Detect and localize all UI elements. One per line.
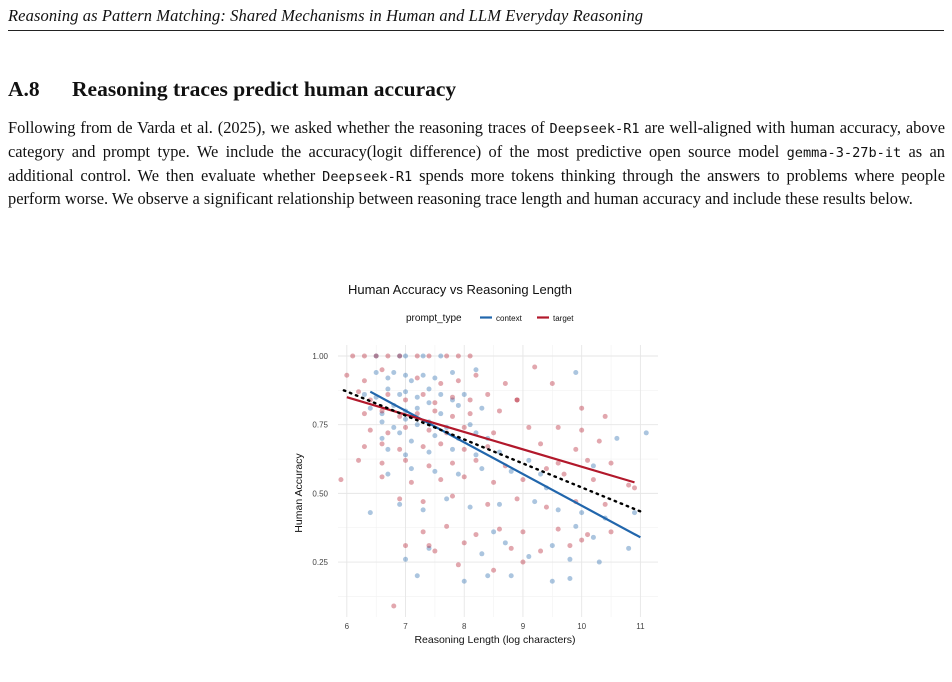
data-point-target — [362, 444, 367, 449]
data-point-target — [456, 562, 461, 567]
data-point-target — [473, 373, 478, 378]
data-point-target — [591, 477, 596, 482]
data-point-context — [473, 452, 478, 457]
data-point-context — [450, 370, 455, 375]
data-point-target — [603, 414, 608, 419]
data-point-context — [550, 543, 555, 548]
data-point-target — [380, 441, 385, 446]
data-point-target — [526, 425, 531, 430]
x-tick-label: 10 — [577, 622, 587, 631]
data-point-context — [415, 395, 420, 400]
data-point-target — [491, 430, 496, 435]
data-point-context — [403, 353, 408, 358]
legend-label-context: context — [496, 314, 522, 323]
data-point-target — [427, 428, 432, 433]
data-point-context — [526, 458, 531, 463]
data-point-target — [473, 532, 478, 537]
data-point-context — [415, 406, 420, 411]
data-point-target — [421, 499, 426, 504]
model-name: gemma-3-27b-it — [786, 144, 902, 161]
data-point-target — [491, 568, 496, 573]
data-point-context — [473, 367, 478, 372]
data-point-context — [427, 386, 432, 391]
data-point-context — [427, 400, 432, 405]
data-point-target — [432, 549, 437, 554]
data-point-target — [397, 353, 402, 358]
data-point-target — [374, 353, 379, 358]
data-point-context — [403, 373, 408, 378]
x-tick-label: 9 — [520, 622, 526, 631]
data-point-target — [503, 381, 508, 386]
data-point-target — [462, 540, 467, 545]
data-point-context — [421, 507, 426, 512]
data-point-target — [626, 483, 631, 488]
x-tick-label: 6 — [344, 622, 350, 631]
data-point-target — [415, 375, 420, 380]
data-point-context — [456, 472, 461, 477]
data-point-target — [385, 430, 390, 435]
data-point-context — [485, 573, 490, 578]
data-point-context — [479, 466, 484, 471]
paragraph-text: as an additional control. We then evaluate whether — [8, 141, 945, 185]
data-point-target — [456, 378, 461, 383]
data-point-target — [380, 474, 385, 479]
data-point-context — [403, 389, 408, 394]
data-point-target — [509, 546, 514, 551]
data-point-target — [427, 353, 432, 358]
data-point-context — [427, 450, 432, 455]
data-point-target — [609, 461, 614, 466]
data-point-context — [385, 447, 390, 452]
data-point-target — [362, 411, 367, 416]
data-point-target — [562, 472, 567, 477]
data-point-target — [450, 395, 455, 400]
data-point-target — [579, 538, 584, 543]
data-point-context — [385, 386, 390, 391]
data-point-target — [573, 447, 578, 452]
data-point-target — [427, 463, 432, 468]
data-point-target — [403, 397, 408, 402]
data-point-context — [374, 370, 379, 375]
data-point-context — [380, 436, 385, 441]
data-point-context — [409, 466, 414, 471]
data-point-context — [421, 373, 426, 378]
data-point-context — [462, 392, 467, 397]
data-point-target — [556, 425, 561, 430]
data-point-target — [532, 364, 537, 369]
data-point-target — [603, 502, 608, 507]
data-point-context — [479, 406, 484, 411]
data-point-target — [380, 461, 385, 466]
data-point-target — [544, 466, 549, 471]
data-point-target — [421, 529, 426, 534]
data-point-target — [520, 477, 525, 482]
data-point-context — [491, 529, 496, 534]
paragraph-text: spends more tokens thinking through the answers to problems where people perform worse. We observe a significant relationship between reasoning trace length and human accuracy and include these results below. — [8, 165, 945, 209]
data-point-target — [491, 480, 496, 485]
data-point-context — [479, 551, 484, 556]
data-point-target — [415, 353, 420, 358]
data-point-context — [438, 411, 443, 416]
data-point-target — [385, 353, 390, 358]
data-point-target — [544, 505, 549, 510]
x-axis-label: Reasoning Length (log characters) — [414, 634, 576, 646]
data-point-target — [579, 428, 584, 433]
data-point-context — [432, 375, 437, 380]
data-point-target — [468, 411, 473, 416]
data-point-target — [556, 527, 561, 532]
data-point-target — [438, 381, 443, 386]
data-point-target — [462, 425, 467, 430]
y-tick-label: 1.00 — [312, 351, 328, 361]
data-point-target — [497, 408, 502, 413]
data-point-context — [591, 535, 596, 540]
data-point-context — [644, 430, 649, 435]
x-tick-label: 8 — [462, 622, 467, 631]
data-point-context — [397, 392, 402, 397]
data-point-target — [397, 447, 402, 452]
scatter-chart — [280, 275, 670, 655]
data-point-context — [509, 573, 514, 578]
data-point-target — [538, 441, 543, 446]
data-point-target — [438, 477, 443, 482]
data-point-target — [550, 381, 555, 386]
data-point-context — [438, 392, 443, 397]
data-point-target — [462, 447, 467, 452]
data-point-target — [385, 392, 390, 397]
data-point-context — [444, 496, 449, 501]
data-point-target — [421, 392, 426, 397]
x-tick-label: 11 — [636, 622, 645, 631]
data-point-target — [403, 543, 408, 548]
data-point-context — [391, 425, 396, 430]
data-point-target — [450, 494, 455, 499]
grid — [338, 345, 658, 617]
data-point-target — [362, 353, 367, 358]
data-point-context — [438, 353, 443, 358]
data-point-context — [591, 463, 596, 468]
y-tick-label: 0.75 — [312, 420, 328, 430]
data-point-target — [397, 414, 402, 419]
data-point-target — [497, 527, 502, 532]
paragraph-text: are well-aligned with human accuracy, above category and prompt type. We include the accuracy(logit difference) of the most predictive open source model — [8, 118, 945, 161]
data-point-context — [415, 422, 420, 427]
data-point-target — [432, 408, 437, 413]
x-axis-ticks — [345, 622, 646, 631]
data-point-target — [456, 353, 461, 358]
data-point-target — [450, 461, 455, 466]
data-point-target — [391, 604, 396, 609]
data-point-target — [515, 397, 520, 402]
data-point-context — [385, 375, 390, 380]
data-point-context — [497, 502, 502, 507]
data-point-target — [356, 458, 361, 463]
data-point-context — [468, 422, 473, 427]
data-point-context — [626, 546, 631, 551]
data-point-target — [380, 367, 385, 372]
data-point-context — [456, 403, 461, 408]
data-point-target — [462, 474, 467, 479]
data-point-target — [432, 400, 437, 405]
data-point-context — [415, 573, 420, 578]
data-point-context — [567, 557, 572, 562]
data-point-target — [520, 560, 525, 565]
data-point-target — [632, 485, 637, 490]
legend-label-target: target — [553, 314, 574, 323]
data-point-context — [579, 510, 584, 515]
data-point-context — [573, 524, 578, 529]
data-point-target — [538, 549, 543, 554]
data-point-context — [614, 436, 619, 441]
data-point-target — [368, 428, 373, 433]
data-point-context — [567, 576, 572, 581]
data-point-target — [444, 353, 449, 358]
model-name: Deepseek-R1 — [549, 121, 640, 137]
section-heading — [8, 77, 456, 102]
model-name: Deepseek-R1 — [322, 168, 413, 185]
figure — [280, 275, 670, 655]
data-point-target — [585, 532, 590, 537]
data-point-target — [567, 543, 572, 548]
data-point-target — [515, 496, 520, 501]
data-point-context — [362, 392, 367, 397]
data-point-target — [403, 425, 408, 430]
data-point-target — [438, 441, 443, 446]
section-number: A.8 — [8, 77, 40, 101]
data-point-target — [585, 458, 590, 463]
fit-line-target — [347, 397, 635, 482]
header-rule — [8, 30, 944, 31]
data-point-context — [532, 499, 537, 504]
x-tick-label: 7 — [403, 622, 408, 631]
data-point-context — [368, 406, 373, 411]
y-tick-label: 0.25 — [312, 558, 328, 568]
data-point-context — [462, 579, 467, 584]
data-point-context — [380, 419, 385, 424]
data-point-context — [397, 502, 402, 507]
y-axis-ticks — [312, 352, 328, 567]
data-point-context — [632, 510, 637, 515]
data-point-context — [391, 370, 396, 375]
data-point-target — [356, 389, 361, 394]
data-point-target — [609, 529, 614, 534]
paragraph-text: Following from de Varda et al. (2025), we asked whether the reasoning traces of — [8, 118, 550, 137]
chart-legend — [406, 313, 574, 324]
data-point-target — [338, 477, 343, 482]
data-point-context — [385, 472, 390, 477]
data-point-target — [485, 392, 490, 397]
data-point-context — [550, 579, 555, 584]
fit-line-context — [370, 392, 640, 538]
body-paragraph — [8, 117, 945, 210]
y-tick-label: 0.50 — [312, 489, 328, 499]
data-point-context — [597, 560, 602, 565]
data-point-target — [344, 373, 349, 378]
data-point-target — [579, 406, 584, 411]
data-point-target — [468, 397, 473, 402]
data-point-target — [421, 444, 426, 449]
section-title: Reasoning traces predict human accuracy — [72, 77, 457, 101]
data-point-target — [473, 458, 478, 463]
data-point-target — [468, 353, 473, 358]
data-point-context — [432, 469, 437, 474]
data-point-context — [397, 430, 402, 435]
data-point-context — [503, 540, 508, 545]
data-point-context — [450, 447, 455, 452]
data-point-target — [397, 496, 402, 501]
legend-title: prompt_type — [406, 313, 462, 324]
data-point-target — [350, 353, 355, 358]
data-point-target — [597, 439, 602, 444]
data-point-context — [409, 439, 414, 444]
y-axis-label: Human Accuracy — [293, 453, 305, 533]
data-point-target — [403, 458, 408, 463]
data-point-target — [450, 414, 455, 419]
data-point-context — [409, 378, 414, 383]
data-point-context — [421, 353, 426, 358]
running-head: Reasoning as Pattern Matching: Shared Mechanisms in Human and LLM Everyday Reasoning — [8, 6, 644, 25]
data-point-context — [556, 507, 561, 512]
data-point-context — [403, 452, 408, 457]
data-point-context — [468, 505, 473, 510]
data-point-target — [444, 524, 449, 529]
chart-title: Human Accuracy vs Reasoning Length — [347, 282, 573, 297]
data-point-context — [368, 510, 373, 515]
data-point-target — [409, 480, 414, 485]
data-point-context — [403, 417, 408, 422]
data-point-context — [573, 370, 578, 375]
data-point-context — [526, 554, 531, 559]
data-point-target — [427, 543, 432, 548]
data-point-target — [362, 378, 367, 383]
data-point-context — [403, 557, 408, 562]
data-point-target — [485, 502, 490, 507]
data-point-target — [520, 529, 525, 534]
data-point-context — [432, 433, 437, 438]
